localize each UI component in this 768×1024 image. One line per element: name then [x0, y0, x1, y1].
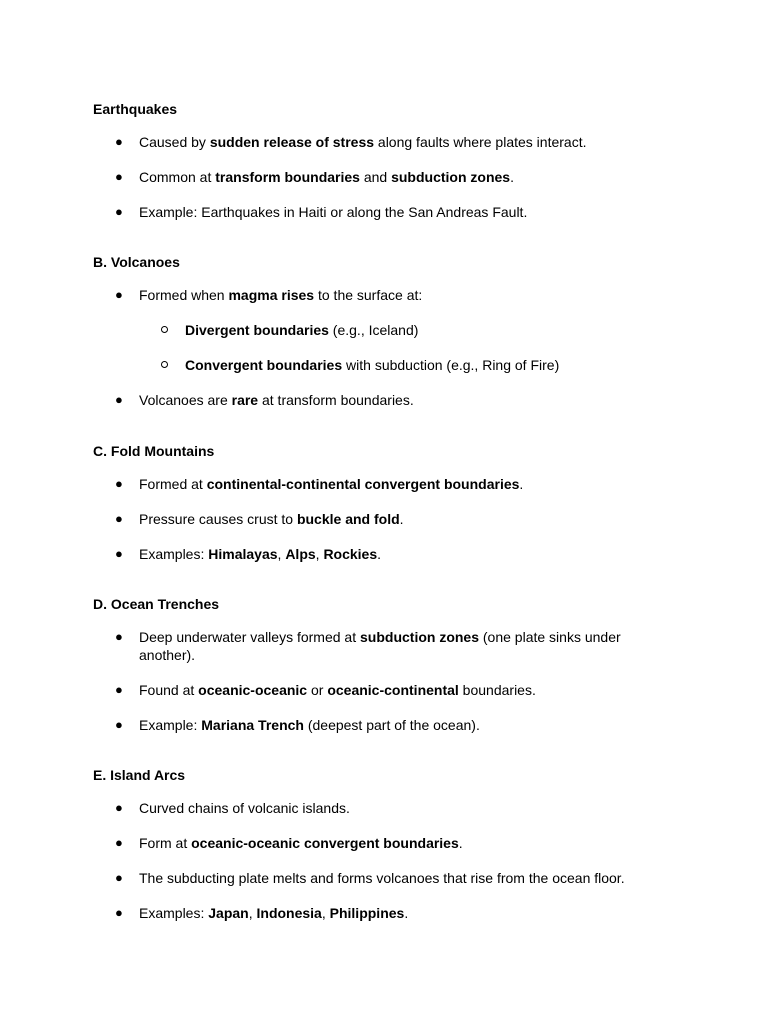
bullet-icon: ● — [115, 717, 123, 732]
text-run: to the surface at: — [314, 287, 423, 303]
list-item — [93, 133, 653, 151]
text-run: Example: — [139, 717, 202, 733]
bold-text-run: subduction zones — [360, 629, 479, 645]
bold-text-run: buckle and fold — [296, 511, 400, 527]
bold-text-run: Convergent boundaries — [185, 357, 343, 373]
section-ocean-trenches — [93, 596, 653, 734]
bullet-icon: ● — [115, 546, 123, 561]
section-title: D. Ocean Trenches — [93, 596, 220, 612]
section-fold-mountains — [93, 443, 653, 563]
text-run: Formed when — [139, 287, 229, 303]
bullet-icon: ● — [115, 800, 123, 815]
text-run: . — [510, 169, 514, 185]
text-run: Example: Earthquakes in Haiti or along the San Andreas Fault. — [139, 204, 528, 220]
bullet-icon: ● — [115, 905, 123, 920]
text-run: at transform boundaries. — [258, 392, 414, 408]
bullet-icon: ● — [115, 682, 123, 697]
text-run: Found at — [139, 682, 199, 698]
list-item — [93, 475, 653, 493]
list-item — [93, 904, 653, 922]
text-run: . — [404, 905, 409, 921]
bold-text-run: rare — [231, 392, 259, 408]
sub-list-item — [139, 321, 653, 339]
text-run: Caused by — [139, 134, 210, 150]
text-run: Volcanoes are — [139, 392, 232, 408]
text-run: Deep underwater valleys formed at — [139, 629, 360, 645]
bold-text-run: Alps — [285, 546, 316, 562]
section-earthquakes — [93, 101, 653, 221]
text-run: . — [377, 546, 382, 562]
text-run: Examples: — [139, 546, 209, 562]
text-run: Examples: — [139, 905, 209, 921]
bullet-icon: ● — [115, 511, 123, 526]
text-run: . — [399, 511, 404, 527]
bullet-icon: ● — [115, 287, 123, 302]
section-island-arcs — [93, 767, 653, 922]
bullet-icon: ● — [115, 169, 123, 184]
bold-text-run: subduction zones — [391, 169, 511, 185]
text-run: boundaries. — [458, 682, 536, 698]
bold-text-run: oceanic-oceanic convergent boundaries — [191, 835, 459, 851]
text-run: along faults where plates interact. — [374, 134, 587, 150]
list-item — [93, 716, 653, 734]
bullet-list — [93, 475, 653, 563]
list-item — [93, 510, 653, 528]
bold-text-run: Rockies — [323, 546, 378, 562]
list-item — [93, 286, 653, 374]
text-run: Pressure causes crust to — [139, 511, 297, 527]
bullet-icon: ● — [115, 835, 123, 850]
bullet-icon: ● — [115, 204, 123, 219]
bold-text-run: Indonesia — [256, 905, 322, 921]
bold-text-run: continental-continental convergent boundaries — [206, 476, 520, 492]
list-item — [93, 545, 653, 563]
text-run: with subduction (e.g., Ring of Fire) — [342, 357, 560, 373]
list-item — [93, 869, 653, 887]
section-title: Earthquakes — [93, 101, 178, 117]
text-run: (deepest part of the ocean). — [303, 717, 480, 733]
bold-text-run: magma rises — [228, 287, 315, 303]
bold-text-run: Himalayas — [208, 546, 278, 562]
text-run: Form at — [139, 835, 192, 851]
text-run: , — [277, 546, 286, 562]
section-volcanoes — [93, 254, 653, 409]
list-item — [93, 834, 653, 852]
bullet-icon: ● — [115, 870, 123, 885]
list-item — [93, 168, 653, 186]
list-item — [93, 628, 653, 664]
bullet-icon: ● — [115, 392, 123, 407]
bullet-icon: ● — [115, 629, 123, 644]
section-title: B. Volcanoes — [93, 254, 180, 270]
sub-list-item — [139, 356, 653, 374]
bold-text-run: Mariana Trench — [201, 717, 304, 733]
text-run: or — [307, 682, 328, 698]
bold-text-run: Japan — [208, 905, 249, 921]
bullet-list — [93, 286, 653, 409]
bold-text-run: Divergent boundaries — [185, 322, 329, 338]
text-run: and — [359, 169, 392, 185]
bold-text-run: Philippines — [329, 905, 405, 921]
list-item — [93, 203, 653, 221]
text-run: Common at — [139, 169, 216, 185]
list-item — [93, 681, 653, 699]
bold-text-run: oceanic-continental — [327, 682, 459, 698]
text-run: , — [315, 546, 324, 562]
section-title: C. Fold Mountains — [93, 443, 215, 459]
bold-text-run: oceanic-oceanic — [198, 682, 308, 698]
hollow-bullet-icon — [161, 361, 168, 368]
sub-list — [139, 321, 653, 374]
text-run: (one plate sinks under another). — [139, 629, 621, 663]
text-run: , — [248, 905, 257, 921]
text-run: Curved chains of volcanic islands. — [139, 800, 350, 816]
section-title: E. Island Arcs — [93, 767, 186, 783]
bullet-icon: ● — [115, 134, 123, 149]
text-run: . — [519, 476, 524, 492]
bullet-list — [93, 133, 653, 221]
hollow-bullet-icon — [161, 326, 168, 333]
bullet-icon: ● — [115, 476, 123, 491]
text-run: Formed at — [139, 476, 207, 492]
bullet-list — [93, 799, 653, 922]
bold-text-run: transform boundaries — [215, 169, 360, 185]
text-run: , — [321, 905, 330, 921]
text-run: The subducting plate melts and forms volcanoes that rise from the ocean floor. — [139, 870, 625, 886]
list-item — [93, 391, 653, 409]
text-run: (e.g., Iceland) — [328, 322, 419, 338]
bold-text-run: sudden release of stress — [209, 134, 375, 150]
bullet-list — [93, 628, 653, 734]
text-run: . — [458, 835, 463, 851]
list-item — [93, 799, 653, 817]
